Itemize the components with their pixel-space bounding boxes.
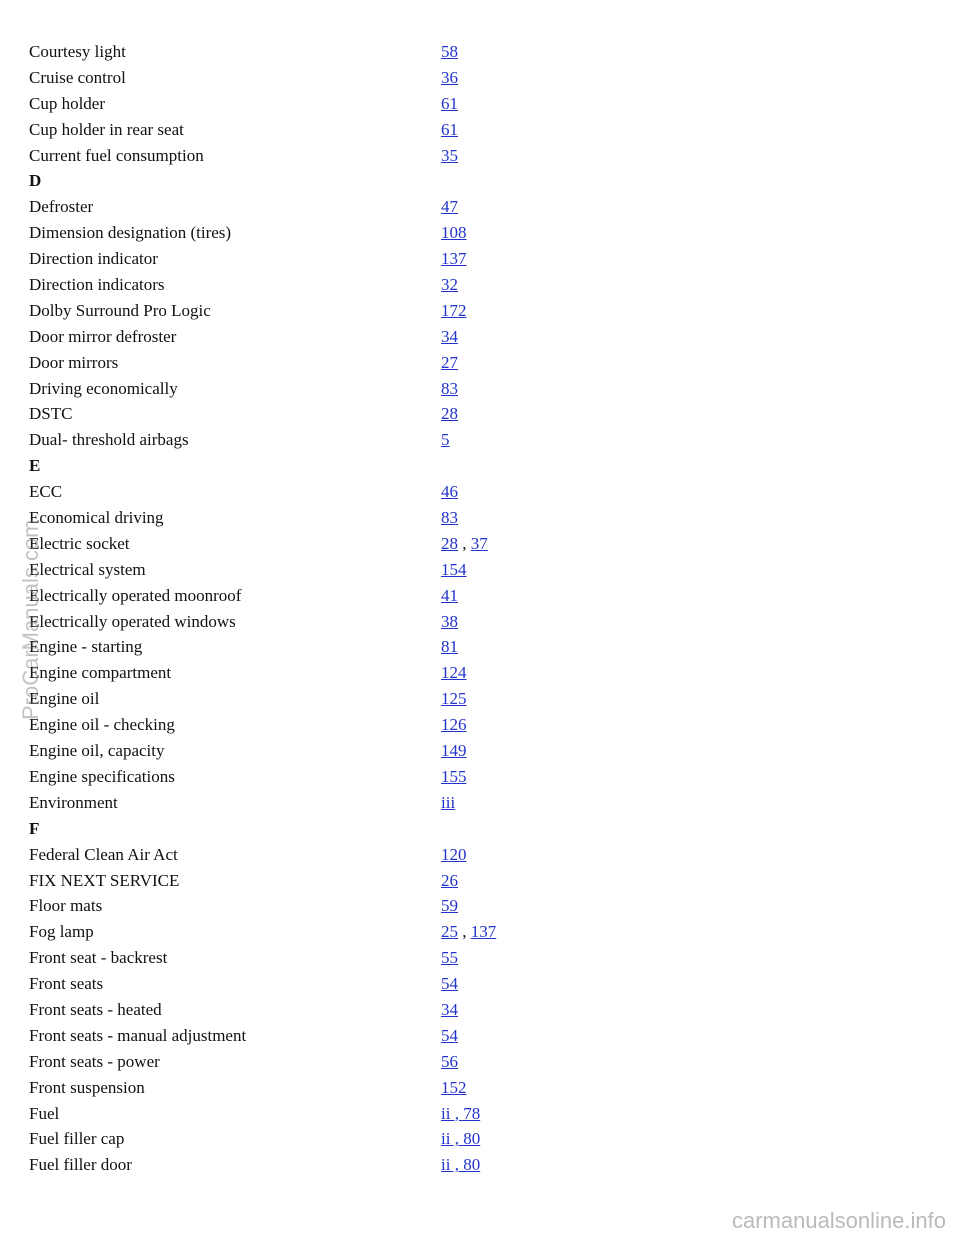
index-term: Engine oil, capacity: [29, 741, 165, 761]
page-link[interactable]: 149: [441, 741, 467, 761]
index-term: Environment: [29, 792, 118, 812]
page-link[interactable]: 35: [441, 145, 458, 165]
index-term: Electrically operated moonroof: [29, 585, 242, 605]
index-entry: [0, 583, 960, 609]
page-link[interactable]: 34: [441, 999, 458, 1019]
page-refs: [441, 738, 467, 764]
index-entry: [0, 1023, 960, 1049]
index-entry: [0, 945, 960, 971]
page-refs: [441, 712, 467, 738]
index-entry: [0, 660, 960, 686]
page-separator: ,: [458, 922, 471, 942]
index-entry: [0, 790, 960, 816]
index-entry: [0, 971, 960, 997]
page-link[interactable]: 26: [441, 870, 458, 890]
page-link[interactable]: ii , 80: [441, 1155, 481, 1175]
page-link[interactable]: 154: [441, 559, 467, 579]
index-entry: [0, 1075, 960, 1101]
page-link[interactable]: 34: [441, 326, 458, 346]
page-refs: [441, 376, 458, 402]
page-refs: [441, 1101, 480, 1127]
page-link[interactable]: 36: [441, 67, 458, 87]
index-term: Engine - starting: [29, 637, 143, 657]
index-term: Fog lamp: [29, 922, 94, 942]
page-refs: [441, 971, 458, 997]
page-refs: [441, 1023, 458, 1049]
page-refs: [441, 842, 467, 868]
bottom-watermark: carmanualsonline.info: [731, 1208, 946, 1233]
index-term: Defroster: [29, 197, 94, 217]
page-link[interactable]: 46: [441, 482, 458, 502]
index-term: Front seats - manual adjustment: [29, 1025, 247, 1045]
section-letter: E: [29, 456, 41, 476]
page-refs: [441, 997, 458, 1023]
index-term: Fuel filler door: [29, 1155, 132, 1175]
page-link[interactable]: 58: [441, 42, 458, 61]
index-entry: [0, 91, 960, 117]
index-term: Electrical system: [29, 559, 146, 579]
page-link[interactable]: 125: [441, 689, 467, 709]
page-refs: [441, 427, 450, 453]
index-entry: [0, 686, 960, 712]
index-entry: [0, 194, 960, 220]
section-letter: D: [29, 171, 42, 191]
page-link[interactable]: 25: [441, 922, 458, 942]
index-term: FIX NEXT SERVICE: [29, 870, 180, 890]
index-entry: [0, 401, 960, 427]
side-watermark: ProCarManuals.com: [18, 519, 43, 720]
page-refs: [441, 583, 458, 609]
page-refs: [441, 660, 467, 686]
page-refs: [441, 1049, 458, 1075]
page-refs: [441, 609, 458, 635]
page-link[interactable]: 155: [441, 766, 467, 786]
index-term: Electric socket: [29, 533, 130, 553]
index-term: Engine oil: [29, 689, 100, 709]
index-term: Direction indicators: [29, 275, 165, 295]
index-entry: [0, 557, 960, 583]
index-term: Front seats - heated: [29, 999, 162, 1019]
page-link[interactable]: 83: [441, 378, 458, 398]
section-letter-row: [0, 453, 960, 479]
page-refs: [441, 39, 458, 65]
index-term: Floor mats: [29, 896, 103, 916]
page-refs: [441, 1075, 467, 1101]
index-term: Engine oil - checking: [29, 715, 175, 735]
index-term: Engine compartment: [29, 663, 172, 683]
page-link[interactable]: 124: [441, 663, 467, 683]
page-refs: [441, 117, 458, 143]
index-term: Front suspension: [29, 1077, 145, 1097]
page-refs: [441, 272, 458, 298]
page-refs: [441, 686, 467, 712]
page-refs: [441, 893, 458, 919]
page-refs: [441, 246, 467, 272]
index-term: Direction indicator: [29, 249, 158, 269]
page-refs: [441, 194, 458, 220]
page-link[interactable]: 41: [441, 585, 458, 605]
index-entry: [0, 1049, 960, 1075]
index-entry: [0, 505, 960, 531]
page-refs: [441, 143, 458, 169]
index-term: Dual- threshold airbags: [29, 430, 189, 450]
index-term: Electrically operated windows: [29, 611, 236, 631]
index-term: Dolby Surround Pro Logic: [29, 300, 211, 320]
page-refs: [441, 557, 467, 583]
index-entry: [0, 324, 960, 350]
index-entry: [0, 919, 960, 945]
index-term: Engine specifications: [29, 766, 175, 786]
index-term: Fuel: [29, 1103, 60, 1123]
page-link[interactable]: 126: [441, 715, 467, 735]
page-link[interactable]: 152: [441, 1077, 467, 1097]
index-term: Dimension designation (tires): [29, 223, 232, 243]
index-entry: [0, 997, 960, 1023]
page-link[interactable]: 56: [441, 1051, 458, 1071]
page-link[interactable]: 137: [470, 922, 497, 942]
page-link[interactable]: 37: [470, 533, 488, 553]
page-refs: [441, 479, 458, 505]
page-refs: [441, 634, 458, 660]
section-letter-row: [0, 168, 960, 194]
page-link[interactable]: 27: [441, 352, 458, 372]
index-term: Courtesy light: [29, 42, 126, 61]
index-entry: [0, 117, 960, 143]
index-entry: [0, 298, 960, 324]
index-entry: [0, 868, 960, 894]
index-term: Fuel filler cap: [29, 1129, 125, 1149]
page-link[interactable]: 5: [441, 430, 450, 450]
index-term: Cup holder in rear seat: [29, 119, 184, 139]
page-refs: [441, 1152, 480, 1178]
section-letter-row: [0, 816, 960, 842]
page-refs: [441, 531, 488, 557]
index-term: DSTC: [29, 404, 73, 424]
page-link[interactable]: 32: [441, 275, 458, 295]
page-link[interactable]: iii: [441, 792, 456, 812]
index-entry: [0, 376, 960, 402]
index-entry: [0, 39, 960, 65]
index-list: [0, 39, 960, 1178]
index-term: Federal Clean Air Act: [29, 844, 178, 864]
page-link[interactable]: 120: [441, 844, 467, 864]
index-entry: [0, 609, 960, 635]
page-refs: [441, 919, 496, 945]
index-entry: [0, 531, 960, 557]
page-link[interactable]: 38: [441, 611, 458, 631]
section-letter: F: [29, 818, 40, 838]
page-link[interactable]: 137: [441, 249, 467, 269]
page-refs: [441, 505, 458, 531]
page-refs: [441, 350, 458, 376]
page-refs: [441, 790, 455, 816]
index-term: Door mirror defroster: [29, 326, 177, 346]
index-term: Cup holder: [29, 93, 106, 113]
index-term: Front seat - backrest: [29, 948, 168, 968]
index-term: ECC: [29, 482, 63, 502]
index-term: Front seats - power: [29, 1051, 160, 1071]
page-link[interactable]: ii , 80: [441, 1129, 481, 1149]
index-term: Economical driving: [29, 508, 164, 528]
index-term: Front seats: [29, 974, 104, 994]
page-link[interactable]: 108: [441, 223, 467, 243]
index-entry: [0, 634, 960, 660]
page-link[interactable]: 28: [441, 533, 458, 553]
index-entry: [0, 350, 960, 376]
page-link[interactable]: 47: [441, 197, 458, 217]
index-term: Cruise control: [29, 67, 126, 87]
index-entry: [0, 893, 960, 919]
page-link[interactable]: 55: [441, 948, 458, 968]
index-entry: [0, 764, 960, 790]
index-term: Current fuel consumption: [29, 145, 204, 165]
index-entry: [0, 738, 960, 764]
page-refs: [441, 1126, 480, 1152]
index-entry: [0, 220, 960, 246]
page-link[interactable]: 61: [441, 119, 458, 139]
index-entry: [0, 479, 960, 505]
index-entry: [0, 842, 960, 868]
index-entry: [0, 143, 960, 169]
page-separator: ,: [458, 533, 471, 553]
index-term: Door mirrors: [29, 352, 119, 372]
index-entry: [0, 1101, 960, 1127]
index-entry: [0, 1126, 960, 1152]
page-link[interactable]: 54: [441, 974, 458, 994]
page-refs: [441, 764, 467, 790]
index-term: Driving economically: [29, 378, 178, 398]
page-refs: [441, 298, 467, 324]
page-link[interactable]: 28: [441, 404, 458, 424]
page-refs: [441, 868, 458, 894]
page-refs: [441, 220, 467, 246]
page-refs: [441, 324, 458, 350]
page-refs: [441, 91, 458, 117]
page-link[interactable]: 61: [441, 93, 458, 113]
page-link[interactable]: 59: [441, 896, 458, 916]
page-refs: [441, 65, 458, 91]
page-link[interactable]: 81: [441, 637, 458, 657]
page-refs: [441, 945, 458, 971]
index-entry: [0, 246, 960, 272]
page-link[interactable]: 83: [441, 508, 458, 528]
index-entry: [0, 427, 960, 453]
page-link[interactable]: 54: [441, 1025, 458, 1045]
page-link[interactable]: ii , 78: [441, 1103, 481, 1123]
index-entry: [0, 1152, 960, 1178]
index-entry: [0, 272, 960, 298]
index-entry: [0, 65, 960, 91]
index-entry: [0, 712, 960, 738]
page-link[interactable]: 172: [441, 300, 467, 320]
page-refs: [441, 401, 458, 427]
